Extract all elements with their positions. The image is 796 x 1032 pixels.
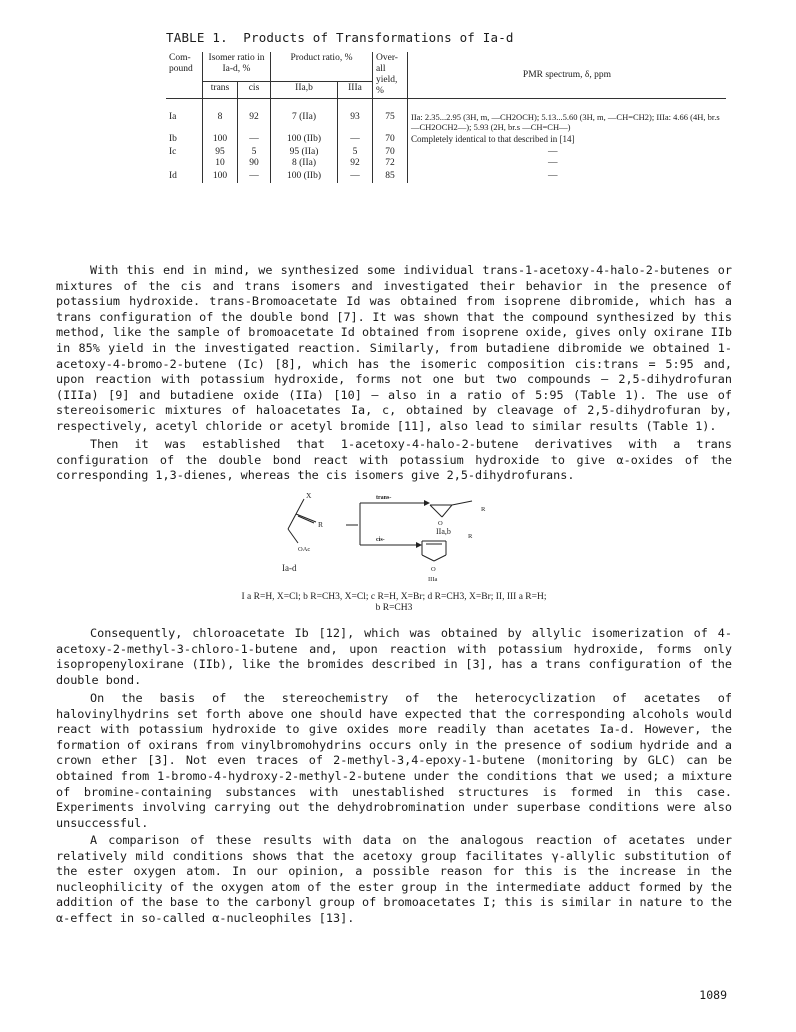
cell-yield: 75 <box>373 111 408 133</box>
cell-pmr: Completely identical to that described in [14] <box>408 133 727 146</box>
cell-iiab: 7 (IIa) <box>271 111 338 133</box>
cell-pmr: — <box>408 170 727 183</box>
cell-iiia: — <box>338 133 373 146</box>
scheme-r-oxide: R <box>481 506 486 513</box>
scheme-caption-2: b R=CH3 <box>375 603 413 613</box>
cell-cis: — <box>238 133 271 146</box>
table-row <box>166 146 726 170</box>
scheme-x: X <box>306 491 312 500</box>
cell-iiab: 100 (IIb) <box>271 170 338 183</box>
scheme-r: R <box>318 520 324 529</box>
cell-compound: Ib <box>169 133 177 144</box>
scheme-furan-label: IIIa <box>428 576 438 583</box>
cell-iiab: 95 (IIa) 8 (IIa) <box>271 146 338 170</box>
paragraph-1: With this end in mind, we synthesized some individual trans-1-acetoxy-4-halo-2-butenes or mixtures of the cis and trans isomers and investigated their behavior in the presence of potassium hydroxide. trans-Bromoacetate Id was obtained from isoprene dibromide, which has a trans configuration of the double bond [7]. It was shown that the compound synthesized by this method, like the sample of bromoacetate Id obtained from isoprene oxide, gives only oxirane IIb in 85% yield in the investigated reaction. Similarly, from butadiene dibromide we obtained 1-acetoxy-4-bromo-2-butene (Ic) [8], which has the isomeric composition cis:trans = 5:95 and, upon reaction with potassium hydroxide, forms not one but two compounds — 2,5-dihydrofuran (IIIa) [9] and butadiene oxide (IIa) [10] — also in a ratio of 5:95 (Table 1). The use of stereoisomeric mixtures of haloacetates Ia, c, obtained by cleavage of 2,5-dihydrofuran by, respectively, acetyl chloride or acetyl bromide [11], also lead to similar results (Table 1). <box>56 263 732 433</box>
cell-yield: 85 <box>373 170 408 183</box>
table-row <box>166 111 726 133</box>
cell-iiia: — <box>338 170 373 183</box>
header-isomer-ratio: Isomer ratio in Ia-d, % <box>203 52 271 82</box>
paragraph-5: A comparison of these results with data on the analogous reaction of acetates under relatively mild conditions shows that the acetoxy group facilitates γ-allylic substitution of the ester oxygen atom. In our opinion, a possible reason for this is the increase in the nucleophilicity of the oxygen atom of the ester group in the intermediate adduct formed by the addition of the base to the carbonyl group of bromoacetates I; this is similar in nature to the α-effect in so-called α-nucleophiles [13]. <box>56 833 732 925</box>
products-table <box>166 52 726 183</box>
cell-trans: 100 <box>203 133 238 146</box>
paragraph-3: Consequently, chloroacetate Ib [12], which was obtained by allylic isomerization of 4-acetoxy-2-methyl-3-chloro-1-butene and, upon reaction with potassium hydroxide, forms only isopropenyloxirane (IIb), like the bromides described in [3], has a trans configuration of the double bond. <box>56 626 732 687</box>
header-product-ratio: Product ratio, % <box>271 52 373 82</box>
scheme-o-oxide: O <box>438 520 443 527</box>
table-row <box>166 170 726 183</box>
header-cis: cis <box>238 82 271 99</box>
cell-compound: Id <box>169 170 177 181</box>
reaction-scheme <box>276 489 506 584</box>
scheme-o-furan: O <box>431 566 436 573</box>
header-pmr: PMR spectrum, δ, ppm <box>408 52 727 99</box>
cell-trans: 95 10 <box>203 146 238 170</box>
header-overall-yield: Over-all yield, % <box>373 52 408 99</box>
scheme-trans-label: trans- <box>376 495 392 501</box>
cell-cis: 5 90 <box>238 146 271 170</box>
cell-iiia: 5 92 <box>338 146 373 170</box>
scheme-oac: OAc <box>298 546 311 553</box>
cell-trans: 100 <box>203 170 238 183</box>
scheme-r-oxide-2: R <box>468 533 473 540</box>
scheme-cis-label: cis- <box>376 537 385 543</box>
cell-yield: 70 72 <box>373 146 408 170</box>
cell-compound: Ia <box>169 111 177 122</box>
paragraph-2: Then it was established that 1-acetoxy-4-halo-2-butene derivatives with a trans configuration of the double bond react with potassium hydroxide to give α-oxides of the corresponding 1,3-dienes, whereas the cis isomers give 2,5-dihydrofurans. <box>56 437 732 483</box>
cell-pmr: IIa: 2.35...2.95 (3H, m, —CH2OCH); 5.13...5.60 (3H, m, —CH=CH2); IIIa: 4.66 (4H, br.s —CH2OCH2—); 5.93 (2H, br.s —CH=CH—) <box>408 111 727 133</box>
table-title: TABLE 1. Products of Transformations of Ia-d <box>166 30 514 45</box>
scheme-start-label: Ia-d <box>282 563 297 573</box>
header-trans: trans <box>203 82 238 99</box>
cell-pmr: — — <box>408 146 727 170</box>
cell-compound: Ic <box>169 146 177 157</box>
table-row <box>166 133 726 146</box>
header-iiia: IIIa <box>338 82 373 99</box>
cell-cis: 92 <box>238 111 271 133</box>
scheme-caption: I a R=H, X=Cl; b R=CH3, X=Cl; c R=H, X=Br; d R=CH3, X=Br; II, III a R=H; <box>241 592 547 602</box>
cell-iiia: 93 <box>338 111 373 133</box>
header-compound: Com-pound <box>166 52 203 99</box>
paragraph-4: On the basis of the stereochemistry of the heterocyclization of acetates of halovinylhydrins set forth above one should have expected that the corresponding alcohols would react with potassium hydroxide to give oxides more readily than acetates Ia-d. However, the formation of oxirans from vinylbromohydrins occurs only in the presence of sodium hydride and a crown ether [3]. Not even traces of 2-methyl-3,4-epoxy-1-butene (monitoring by GLC) can be obtained from 1-bromo-4-hydroxy-2-methyl-2-butene under the conditions that we used; a mixture of bromine-containing substances with unestablished structures is formed in this case. Experiments involving carrying out the dehydrobromination under superbase conditions were also unsuccessful. <box>56 691 732 830</box>
cell-cis: — <box>238 170 271 183</box>
page-number: 1089 <box>699 988 727 1002</box>
scheme-oxide-label: IIa,b <box>436 527 451 536</box>
cell-yield: 70 <box>373 133 408 146</box>
header-iiab: IIa,b <box>271 82 338 99</box>
cell-trans: 8 <box>203 111 238 133</box>
cell-iiab: 100 (IIb) <box>271 133 338 146</box>
